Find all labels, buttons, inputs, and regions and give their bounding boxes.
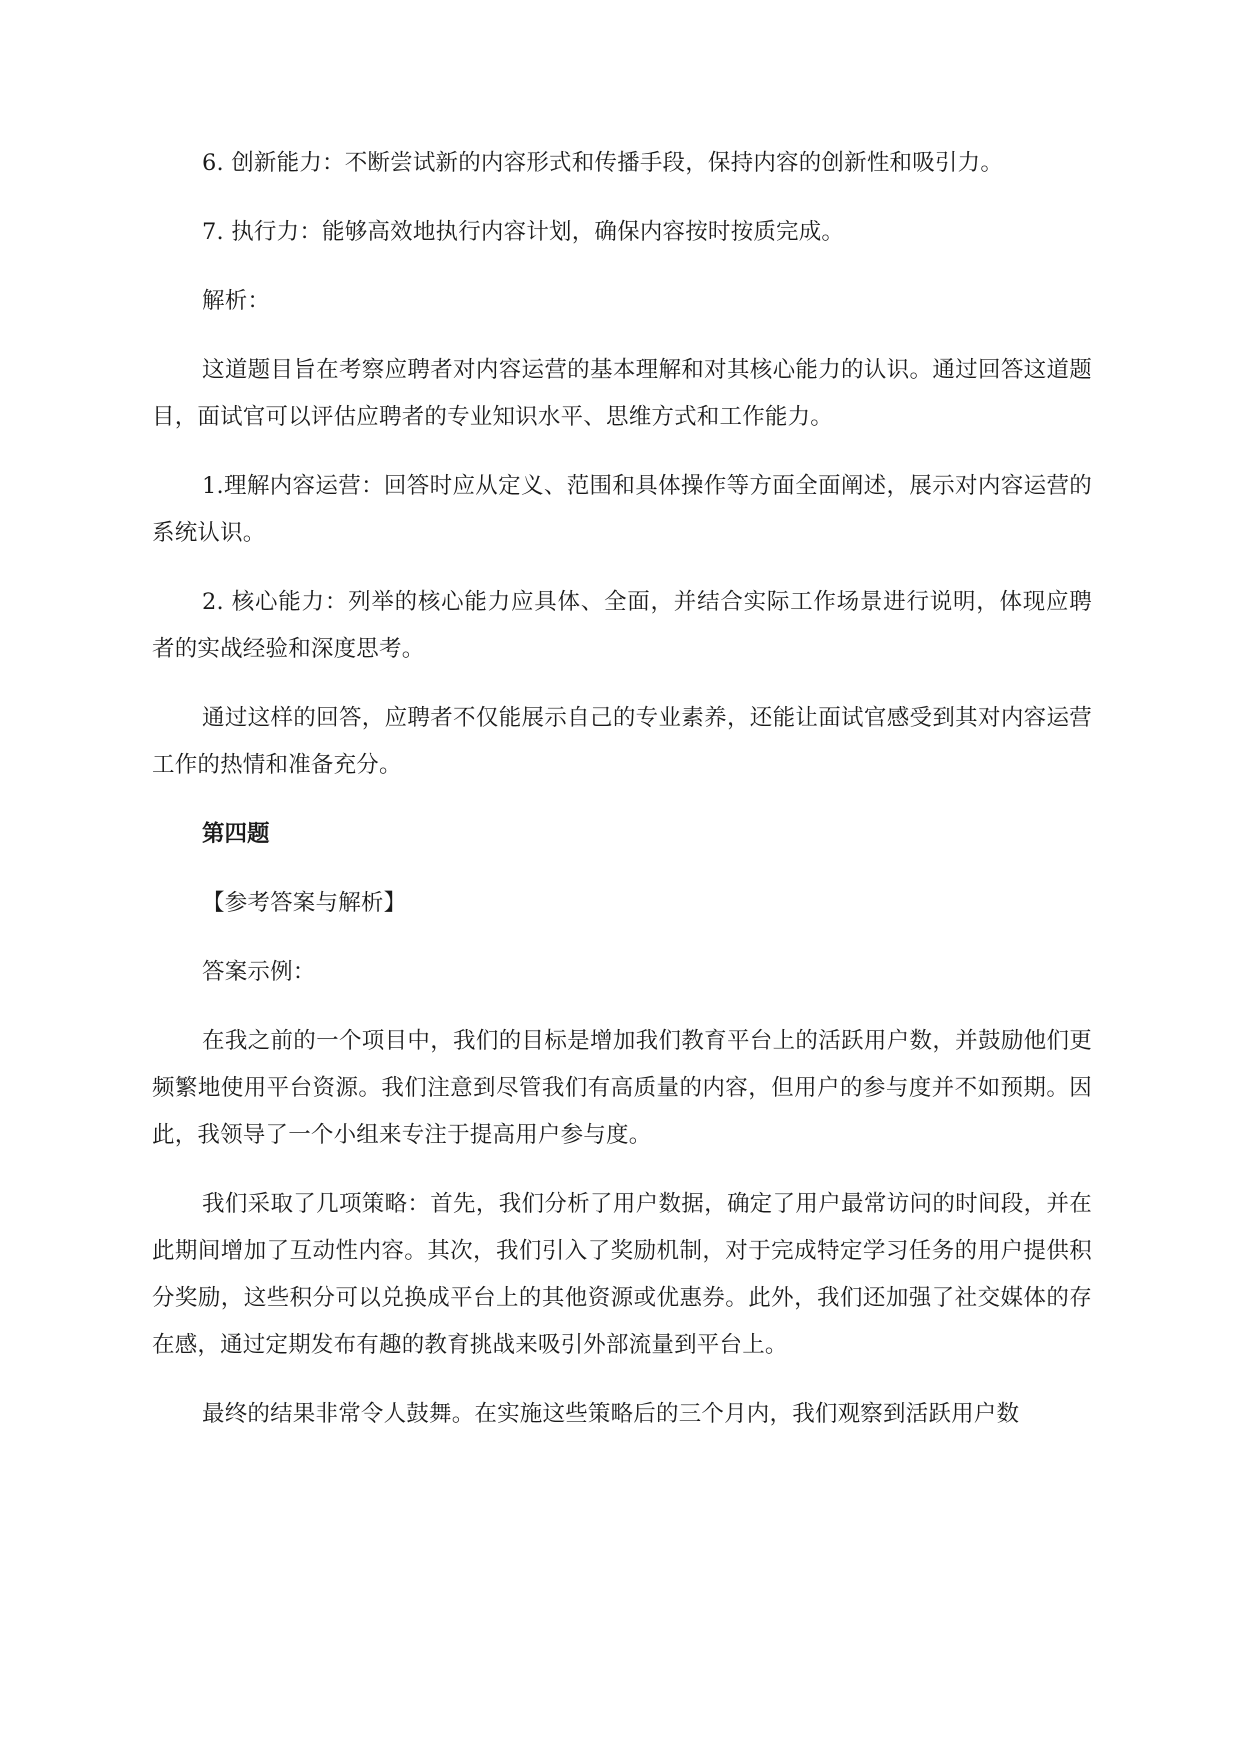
paragraph-analysis-label: 解析： [202,288,271,314]
example-label: 答案示例： [202,959,316,985]
paragraph-innovation: 6. 创新能力：不断尝试新的内容形式和传播手段，保持内容的创新性和吸引力。 [202,150,1004,176]
paragraph-project-goal: 在我之前的一个项目中，我们的目标是增加我们教育平台上的活跃用户数，并鼓励他们更频繁地使用平台资源。我们注意到尽管我们有高质量的内容，但用户的参与度并不如预期。因此，我领导了一个小组来专注于提高用户参与度。 [152,1028,1092,1148]
paragraph-results: 最终的结果非常令人鼓舞。在实施这些策略后的三个月内，我们观察到活跃用户数 [202,1401,1020,1427]
paragraph-point-2: 2. 核心能力：列举的核心能力应具体、全面，并结合实际工作场景进行说明，体现应聘者的实战经验和深度思考。 [152,589,1092,662]
paragraph-strategies: 我们采取了几项策略：首先，我们分析了用户数据，确定了用户最常访问的时间段，并在此期间增加了互动性内容。其次，我们引入了奖励机制，对于完成特定学习任务的用户提供积分奖励，这些积分可以兑换成平台上的其他资源或优惠券。此外，我们还加强了社交媒体的存在感，通过定期发布有趣的教育挑战来吸引外部流量到平台上。 [152,1191,1092,1358]
paragraph-conclusion: 通过这样的回答，应聘者不仅能展示自己的专业素养，还能让面试官感受到其对内容运营工作的热情和准备充分。 [152,705,1092,778]
paragraph-point-1: 1.理解内容运营：回答时应从定义、范围和具体操作等方面全面阐述，展示对内容运营的系统认识。 [152,473,1092,546]
paragraph-analysis-intro: 这道题目旨在考察应聘者对内容运营的基本理解和对其核心能力的认识。通过回答这道题目，面试官可以评估应聘者的专业知识水平、思维方式和工作能力。 [152,357,1092,430]
document-page [152,140,1092,1460]
paragraph-execution: 7. 执行力：能够高效地执行内容计划，确保内容按时按质完成。 [202,219,845,245]
section-heading: 第四题 [202,821,270,847]
answer-label: 【参考答案与解析】 [202,890,407,916]
